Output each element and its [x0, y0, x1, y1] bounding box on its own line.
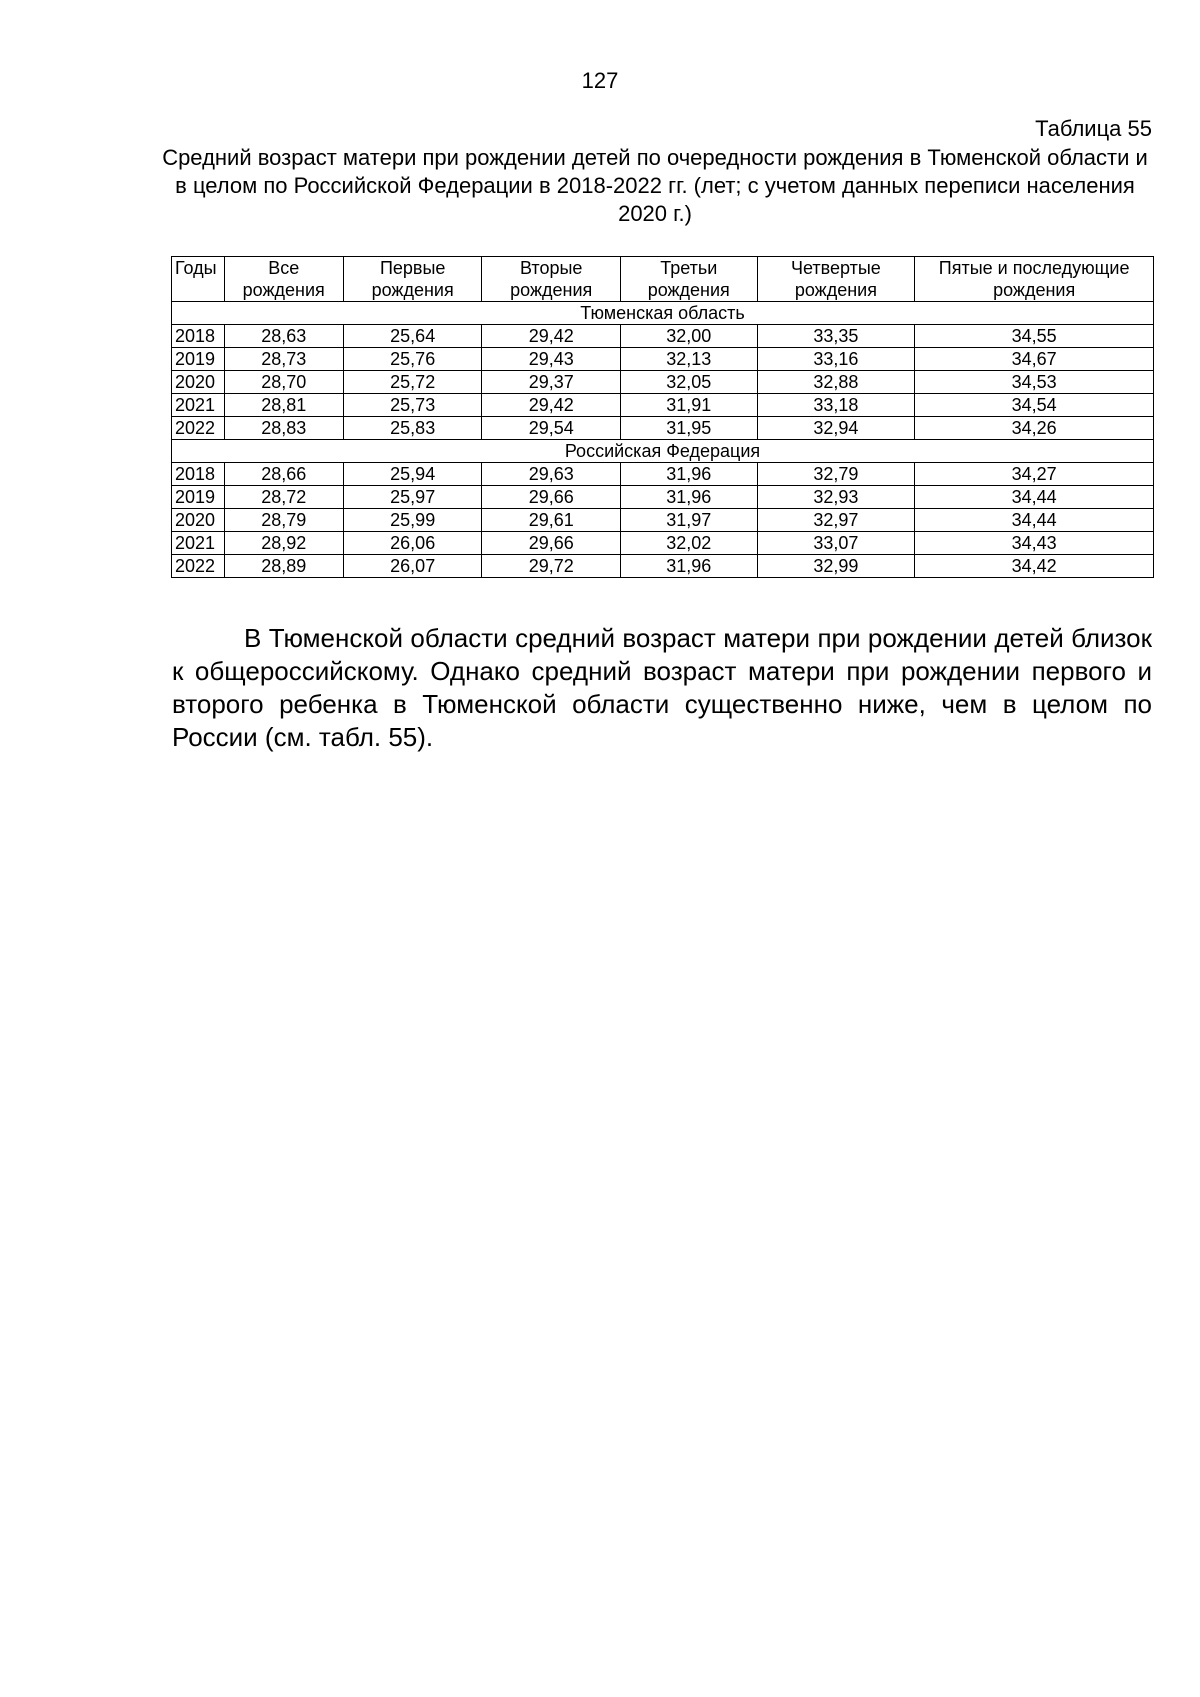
value-cell: 34,44 [915, 486, 1154, 509]
header-years: Годы [172, 257, 225, 302]
value-cell: 28,72 [224, 486, 343, 509]
value-cell: 33,16 [757, 348, 915, 371]
value-cell: 31,91 [621, 394, 758, 417]
header-fifth-plus-births: Пятые и последующие рождения [915, 257, 1154, 302]
value-cell: 25,99 [343, 509, 482, 532]
value-cell: 25,73 [343, 394, 482, 417]
value-cell: 32,05 [621, 371, 758, 394]
section-row [172, 440, 1154, 463]
value-cell: 25,64 [343, 325, 482, 348]
year-cell: 2021 [172, 532, 225, 555]
value-cell: 28,63 [224, 325, 343, 348]
table-row [172, 371, 1154, 394]
value-cell: 29,61 [482, 509, 621, 532]
table-row [172, 532, 1154, 555]
value-cell: 33,18 [757, 394, 915, 417]
year-cell: 2018 [172, 325, 225, 348]
body-paragraph: В Тюменской области средний возраст матери при рождении детей близок к общероссийскому. Однако средний возраст матери при рождении первого и второго ребенка в Тюменской области существенно ниже, чем в целом по России (см. табл. 55). [172, 623, 1152, 752]
value-cell: 34,54 [915, 394, 1154, 417]
header-third-births: Третьи рождения [621, 257, 758, 302]
value-cell: 28,83 [224, 417, 343, 440]
value-cell: 29,66 [482, 532, 621, 555]
section-row [172, 302, 1154, 325]
value-cell: 29,43 [482, 348, 621, 371]
value-cell: 29,37 [482, 371, 621, 394]
value-cell: 34,43 [915, 532, 1154, 555]
table-row [172, 348, 1154, 371]
value-cell: 29,42 [482, 394, 621, 417]
value-cell: 32,94 [757, 417, 915, 440]
value-cell: 28,66 [224, 463, 343, 486]
value-cell: 25,83 [343, 417, 482, 440]
header-first-births: Первые рождения [343, 257, 482, 302]
year-cell: 2022 [172, 555, 225, 578]
birth-age-table [171, 256, 1154, 578]
table-row [172, 325, 1154, 348]
table-row [172, 394, 1154, 417]
value-cell: 29,42 [482, 325, 621, 348]
value-cell: 25,72 [343, 371, 482, 394]
value-cell: 28,70 [224, 371, 343, 394]
value-cell: 29,63 [482, 463, 621, 486]
table-body [172, 302, 1154, 578]
value-cell: 25,97 [343, 486, 482, 509]
value-cell: 29,72 [482, 555, 621, 578]
value-cell: 33,07 [757, 532, 915, 555]
value-cell: 34,42 [915, 555, 1154, 578]
section-title: Тюменская область [172, 302, 1154, 325]
year-cell: 2022 [172, 417, 225, 440]
value-cell: 34,55 [915, 325, 1154, 348]
page-number: 127 [581, 68, 619, 93]
year-cell: 2019 [172, 486, 225, 509]
value-cell: 26,06 [343, 532, 482, 555]
table-row [172, 486, 1154, 509]
value-cell: 32,02 [621, 532, 758, 555]
value-cell: 28,79 [224, 509, 343, 532]
value-cell: 33,35 [757, 325, 915, 348]
table-row [172, 417, 1154, 440]
table-label: Таблица 55 [1035, 116, 1152, 141]
value-cell: 28,92 [224, 532, 343, 555]
value-cell: 32,13 [621, 348, 758, 371]
value-cell: 31,95 [621, 417, 758, 440]
table-row [172, 463, 1154, 486]
value-cell: 31,97 [621, 509, 758, 532]
year-cell: 2019 [172, 348, 225, 371]
table-row [172, 509, 1154, 532]
value-cell: 25,76 [343, 348, 482, 371]
header-fourth-births: Четвертые рождения [757, 257, 915, 302]
value-cell: 32,99 [757, 555, 915, 578]
table-row [172, 555, 1154, 578]
value-cell: 26,07 [343, 555, 482, 578]
value-cell: 32,79 [757, 463, 915, 486]
value-cell: 28,81 [224, 394, 343, 417]
year-cell: 2020 [172, 371, 225, 394]
header-all-births: Все рождения [224, 257, 343, 302]
value-cell: 34,53 [915, 371, 1154, 394]
value-cell: 32,88 [757, 371, 915, 394]
table-header-row [172, 257, 1154, 302]
year-cell: 2018 [172, 463, 225, 486]
value-cell: 29,66 [482, 486, 621, 509]
value-cell: 25,94 [343, 463, 482, 486]
year-cell: 2020 [172, 509, 225, 532]
value-cell: 28,73 [224, 348, 343, 371]
value-cell: 31,96 [621, 486, 758, 509]
year-cell: 2021 [172, 394, 225, 417]
value-cell: 34,27 [915, 463, 1154, 486]
value-cell: 31,96 [621, 463, 758, 486]
header-second-births: Вторые рождения [482, 257, 621, 302]
table-title: Средний возраст матери при рождении детей по очередности рождения в Тюменской области и в целом по Российской Федерации в 2018-2022 гг. (лет; с учетом данных переписи населения 2020 г.) [162, 145, 1148, 226]
value-cell: 28,89 [224, 555, 343, 578]
value-cell: 32,00 [621, 325, 758, 348]
value-cell: 32,93 [757, 486, 915, 509]
value-cell: 29,54 [482, 417, 621, 440]
value-cell: 32,97 [757, 509, 915, 532]
section-title: Российская Федерация [172, 440, 1154, 463]
value-cell: 31,96 [621, 555, 758, 578]
value-cell: 34,67 [915, 348, 1154, 371]
value-cell: 34,44 [915, 509, 1154, 532]
value-cell: 34,26 [915, 417, 1154, 440]
